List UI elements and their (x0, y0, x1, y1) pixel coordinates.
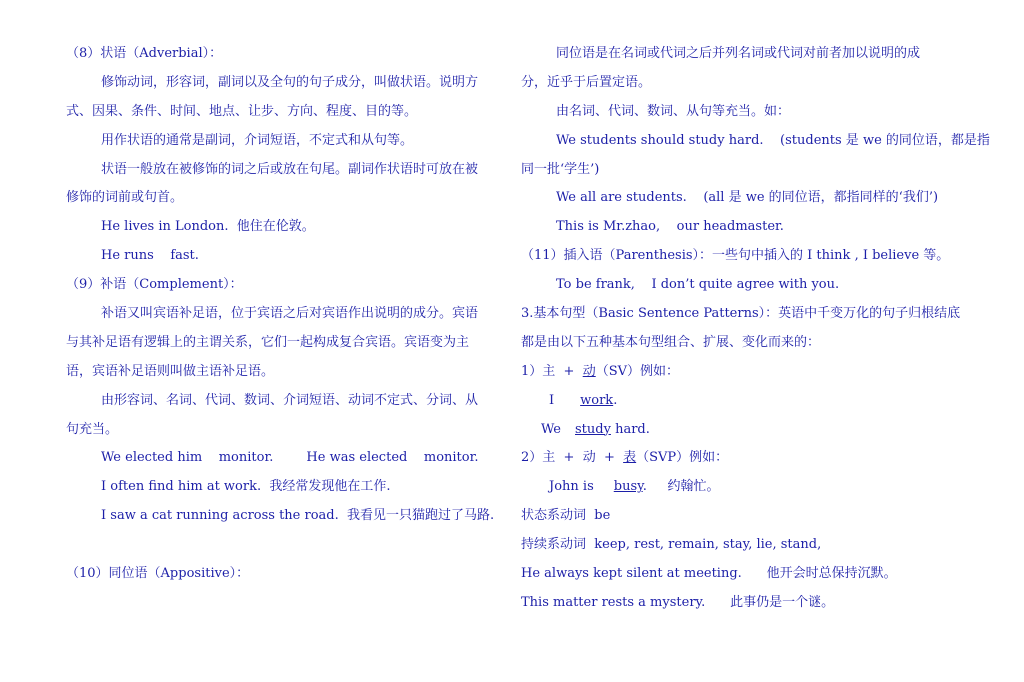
example-sentence (521, 473, 961, 502)
paragraph-line: 同位语是在名词或代词之后并列名词或代词对前者加以说明的成 (556, 46, 921, 61)
example-sentence (521, 416, 961, 445)
underlined-word: busy (613, 479, 643, 495)
subject-word: I (549, 392, 555, 408)
example-sentence: He always kept silent at meeting. 他开会时总保持沉默。 (521, 566, 897, 582)
paragraph-line: 状语一般放在被修饰的词之后或放在句尾。副词作状语时可放在被 (101, 161, 479, 177)
paragraph-line: 由形容词、名词、代词、数词、介词短语、动词不定式、分词、从 (101, 392, 479, 408)
pattern-text: 1）主 + (521, 363, 583, 379)
paragraph-line: 句充当。 (66, 421, 119, 437)
example-start: John is (549, 479, 594, 495)
pattern-text: （SVP）例如： (636, 450, 729, 466)
right-column (521, 40, 990, 618)
paragraph-line: 状态系动词 be (521, 508, 611, 524)
heading-parenthesis: （11）插入语（Parenthesis）：一些句中插入的 I think , I believe 等。 (521, 248, 950, 264)
pattern-svp-heading (521, 444, 961, 473)
example-sentence: To be frank, I don’t quite agree with you. (556, 277, 840, 293)
paragraph-line: 与其补足语有逻辑上的主谓关系，它们一起构成复合宾语。宾语变为主 (66, 334, 470, 350)
paragraph-line: 式、因果、条件、时间、地点、让步、方向、程度、目的等。 (66, 103, 418, 119)
example-rest: hard. (610, 421, 650, 437)
heading-complement: （9）补语（Complement）： (66, 277, 243, 293)
paragraph-line: 修饰动词，形容词，副词以及全句的句子成分，叫做状语。说明方 (101, 74, 479, 90)
example-sentence: He runs fast. (101, 248, 199, 264)
example-sentence: I saw a cat running across the road. 我看见一只猫跑过了马路. (101, 508, 495, 524)
paragraph-line: 都是由以下五种基本句型组合、扩展、变化而来的： (521, 334, 821, 350)
left-column (66, 40, 506, 589)
underlined-word: 表 (623, 450, 637, 466)
underlined-word: work (580, 392, 614, 408)
example-sentence: We all are students. (all 是 we 的同位语，都指同样的‘我们’) (556, 190, 939, 206)
paragraph-line: 用作状语的通常是副词，介词短语，不定式和从句等。 (101, 132, 414, 148)
example-sentence: This is Mr.zhao, our headmaster. (556, 219, 784, 235)
example-rest: . 约翰忙。 (642, 479, 720, 495)
paragraph-line: 补语又叫宾语补足语，位于宾语之后对宾语作出说明的成分。宾语 (101, 306, 479, 322)
subject-word: We (541, 421, 561, 437)
example-sentence: This matter rests a mystery. 此事仍是一个谜。 (521, 594, 835, 610)
heading-basic-sentence-patterns: 3.基本句型（Basic Sentence Patterns）：英语中千变万化的句子归根结底 (521, 306, 961, 322)
example-sentence: I often find him at work. 我经常发现他在工作. (101, 479, 391, 495)
pattern-sv-heading (521, 358, 961, 387)
paragraph-line: 由名词、代词、数词、从句等充当。如： (556, 103, 791, 119)
paragraph-line: 语，宾语补足语则叫做主语补足语。 (66, 363, 275, 379)
paragraph-line: 同一批‘学生’) (521, 161, 600, 177)
pattern-text: 2）主 + 动 + (521, 450, 624, 466)
blank-line (66, 531, 506, 560)
punctuation: . (613, 392, 618, 408)
paragraph-line: 持续系动词 keep, rest, remain, stay, lie, stand, (521, 537, 822, 553)
heading-adverbial: （8）状语（Adverbial）： (66, 46, 223, 61)
pattern-text: （SV）例如： (595, 363, 680, 379)
example-sentence: We elected him monitor. He was elected monitor. (101, 450, 479, 466)
paragraph-line: 分，近乎于后置定语。 (521, 74, 652, 90)
underlined-word: study (575, 421, 611, 437)
example-sentence: He lives in London. 他住在伦敦。 (101, 219, 315, 235)
underlined-word: 动 (582, 363, 596, 379)
paragraph-line: 修饰的词前或句首。 (66, 190, 184, 206)
example-sentence: We students should study hard. (students 是 we 的同位语，都是指 (556, 132, 990, 148)
example-sentence (521, 387, 961, 416)
heading-appositive: （10）同位语（Appositive）： (66, 566, 250, 582)
